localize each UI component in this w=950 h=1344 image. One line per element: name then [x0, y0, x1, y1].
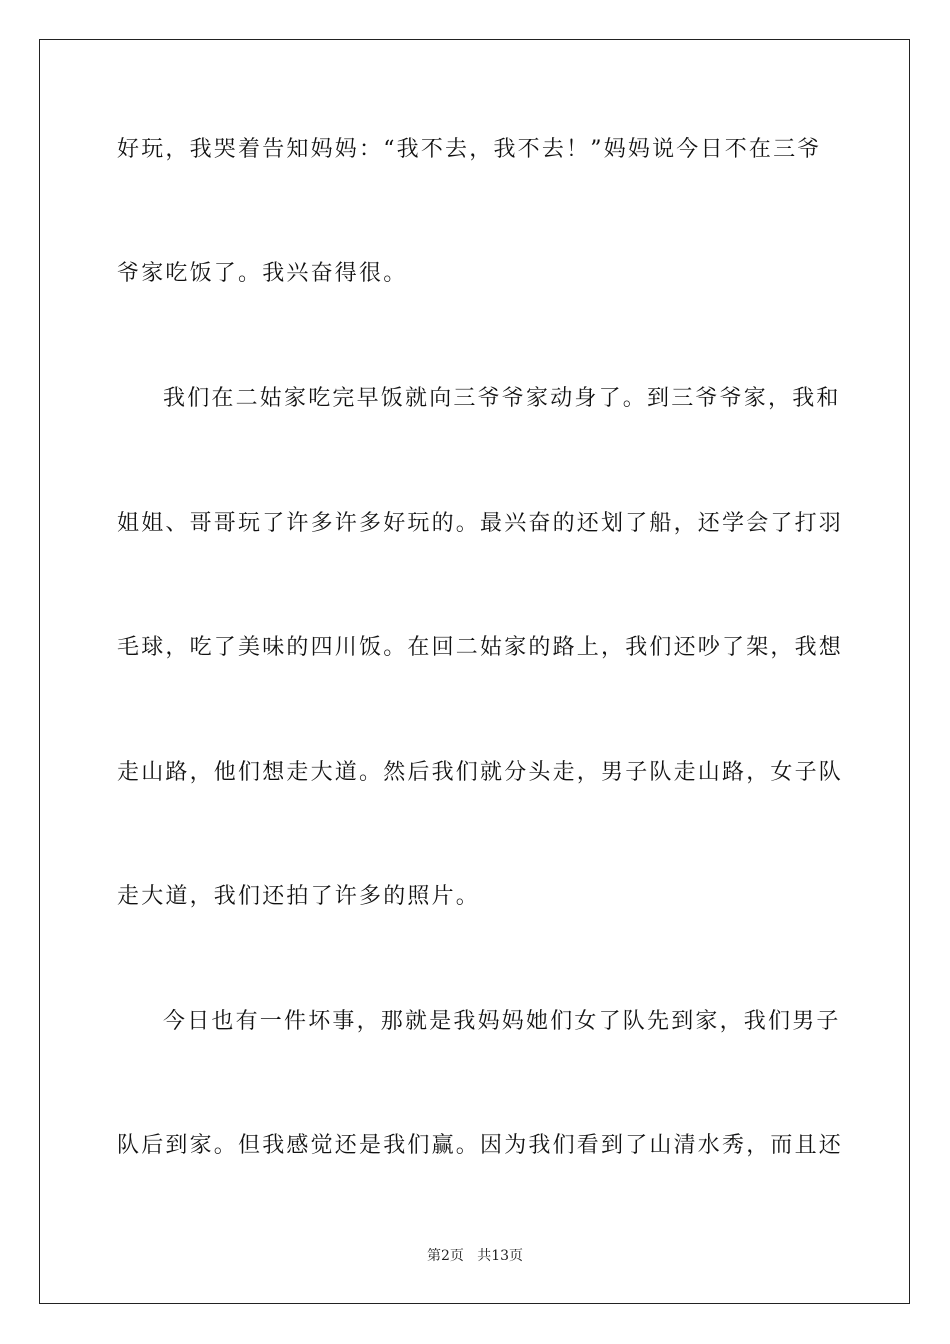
page-number-footer: 第2页 共13页: [426, 1248, 524, 1264]
paragraph-line-3: 我们在二姑家吃完早饭就向三爷爷家动身了。到三爷爷家，我和: [163, 386, 841, 411]
paragraph-line-4: 姐姐、哥哥玩了许多许多好玩的。最兴奋的还划了船，还学会了打羽: [117, 511, 844, 536]
paragraph-line-7: 走大道，我们还拍了许多的照片。: [117, 884, 481, 909]
paragraph-line-1: 好玩，我哭着告知妈妈：“我不去，我不去！”妈妈说今日不在三爷: [117, 137, 822, 162]
paragraph-line-2: 爷家吃饭了。我兴奋得很。: [117, 261, 408, 286]
paragraph-line-8: 今日也有一件坏事，那就是我妈妈她们女了队先到家，我们男子: [163, 1009, 841, 1034]
page-border: [39, 39, 910, 1304]
paragraph-line-6: 走山路，他们想走大道。然后我们就分头走，男子队走山路，女子队: [117, 760, 844, 785]
paragraph-line-9: 队后到家。但我感觉还是我们赢。因为我们看到了山清水秀，而且还: [117, 1133, 844, 1158]
paragraph-line-5: 毛球，吃了美味的四川饭。在回二姑家的路上，我们还吵了架，我想: [117, 635, 844, 660]
